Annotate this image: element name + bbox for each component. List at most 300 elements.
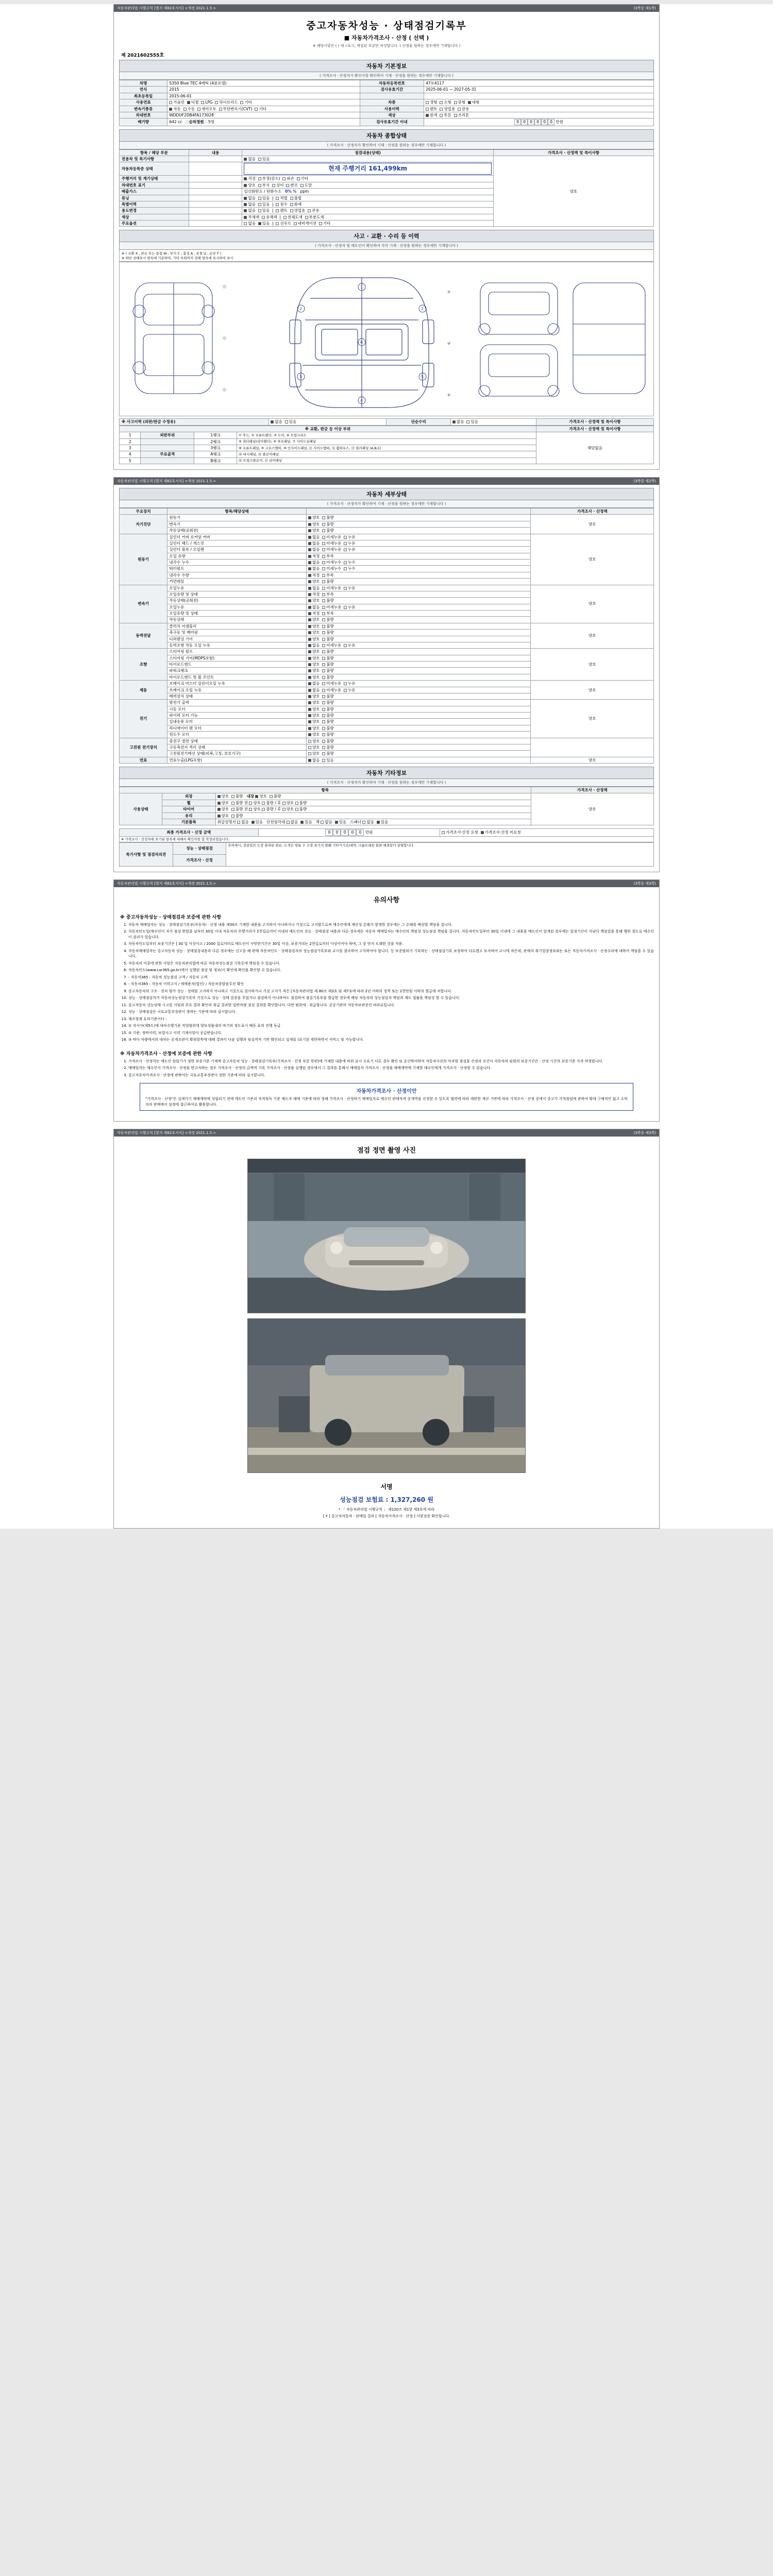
status-option[interactable]: 없음: [244, 196, 256, 200]
detail-item-options[interactable]: [306, 585, 531, 591]
checkbox-unchecked[interactable]: [344, 587, 347, 590]
checkbox-checked[interactable]: [255, 795, 258, 798]
detail-state-option[interactable]: 불량: [322, 649, 334, 654]
detail-item-options[interactable]: [306, 751, 531, 757]
detail-state-option[interactable]: 불량: [322, 598, 334, 603]
fuel-option[interactable]: 가솔린: [169, 100, 184, 105]
detail-item-options[interactable]: [306, 528, 531, 534]
other-item-options[interactable]: 양호 불량 전 양호 불량 / 후 양호 불량: [215, 800, 531, 806]
other-state-option[interactable]: 불량: [231, 814, 243, 818]
detail-state-option[interactable]: 불량: [322, 694, 334, 699]
type-option[interactable]: 소형: [440, 100, 451, 105]
checkbox-checked[interactable]: [308, 625, 311, 628]
detail-state-option[interactable]: 미세누유: [322, 535, 341, 539]
other-state-option[interactable]: 불량: [231, 794, 243, 799]
checkbox-checked[interactable]: [308, 720, 311, 723]
detail-state-option[interactable]: 누유: [344, 643, 356, 648]
checkbox-unchecked[interactable]: [258, 209, 261, 212]
checkbox-unchecked[interactable]: [322, 682, 325, 685]
status-option[interactable]: 적정: [244, 176, 256, 181]
detail-state-option[interactable]: 양호: [308, 751, 320, 756]
checkbox-unchecked[interactable]: [282, 177, 285, 180]
accident-history-options[interactable]: [269, 419, 386, 425]
checkbox-unchecked[interactable]: [283, 216, 287, 219]
detail-state-option[interactable]: 미세누유: [322, 681, 341, 686]
checkbox-checked[interactable]: [308, 638, 311, 641]
detail-state-option[interactable]: 미세누유: [322, 541, 341, 546]
detail-state-option[interactable]: 부족: [322, 554, 334, 558]
detail-state-option[interactable]: 불량: [322, 617, 334, 622]
checkbox-unchecked[interactable]: [237, 821, 240, 824]
checkbox-unchecked[interactable]: [322, 536, 325, 539]
detail-state-option[interactable]: 누수: [344, 560, 356, 565]
overall-row-options[interactable]: [242, 182, 493, 188]
checkbox-checked[interactable]: [308, 714, 311, 717]
detail-item-options[interactable]: [306, 655, 531, 661]
detail-item-options[interactable]: [306, 591, 531, 597]
other-state-option[interactable]: 양호: [217, 794, 229, 799]
checkbox-checked[interactable]: [308, 548, 311, 551]
detail-state-option[interactable]: 양호: [308, 598, 320, 603]
detail-state-option[interactable]: 없음: [308, 547, 320, 552]
checkbox-unchecked[interactable]: [442, 831, 445, 834]
checkbox-checked[interactable]: [308, 612, 311, 615]
other-state-2-option[interactable]: 양호: [255, 794, 267, 799]
checkbox-unchecked[interactable]: [344, 561, 347, 564]
checkbox-unchecked[interactable]: [231, 795, 234, 798]
detail-state-option[interactable]: 미세누수: [322, 566, 341, 571]
detail-state-option[interactable]: 없음: [308, 586, 320, 590]
detail-item-options[interactable]: [306, 630, 531, 636]
status-option[interactable]: 있음: [258, 196, 270, 200]
status-option[interactable]: 없음: [244, 157, 256, 161]
type-option[interactable]: 경형: [426, 100, 438, 105]
checkbox-unchecked[interactable]: [258, 158, 261, 161]
checkbox-unchecked[interactable]: [322, 689, 325, 692]
detail-state-option[interactable]: 양호: [308, 656, 320, 660]
wheel-pos[interactable]: 전 양호 불량: [244, 807, 274, 812]
checkbox-checked[interactable]: [308, 567, 311, 570]
checkbox-unchecked[interactable]: [344, 644, 347, 647]
use-option[interactable]: 렌트: [426, 107, 438, 111]
detail-item-options[interactable]: [306, 598, 531, 604]
detail-state-option[interactable]: 불량: [322, 713, 334, 718]
status2-option[interactable]: 기타: [319, 221, 331, 226]
checkbox-checked[interactable]: [308, 574, 311, 577]
checkbox-unchecked[interactable]: [322, 587, 325, 590]
checkbox-unchecked[interactable]: [169, 101, 172, 104]
checkbox-unchecked[interactable]: [262, 216, 265, 219]
detail-item-options[interactable]: [306, 617, 531, 623]
detail-state-option[interactable]: 양호: [308, 713, 320, 718]
accident-option[interactable]: 있음: [285, 419, 297, 424]
detail-state-option[interactable]: 불량: [322, 579, 334, 584]
checkbox-unchecked[interactable]: [322, 701, 325, 704]
car-damage-diagram[interactable]: [119, 262, 654, 416]
checkbox-checked[interactable]: [308, 644, 311, 647]
detail-item-options[interactable]: [306, 725, 531, 731]
detail-item-options[interactable]: [306, 534, 531, 540]
checkbox-unchecked[interactable]: [231, 815, 234, 818]
detail-state-option[interactable]: 불량: [322, 662, 334, 667]
detail-state-option[interactable]: 양호: [308, 624, 320, 629]
detail-item-options[interactable]: [306, 662, 531, 668]
checkbox-unchecked[interactable]: [344, 567, 347, 570]
checkbox-unchecked[interactable]: [440, 101, 443, 104]
detail-state-option[interactable]: 양호: [308, 630, 320, 635]
checkbox-unchecked[interactable]: [295, 802, 298, 805]
basic-3-option[interactable]: 있음: [335, 820, 347, 824]
checkbox-checked[interactable]: [308, 618, 311, 621]
checkbox-checked[interactable]: [244, 216, 247, 219]
checkbox-unchecked[interactable]: [295, 808, 298, 811]
checkbox-unchecked[interactable]: [322, 695, 325, 698]
checkbox-unchecked[interactable]: [454, 101, 457, 104]
other-state-option[interactable]: 불량: [231, 807, 243, 811]
detail-state-option[interactable]: 누유: [344, 605, 356, 609]
type-option[interactable]: 중형: [454, 100, 466, 105]
detail-state-option[interactable]: 불량: [322, 700, 334, 705]
checkbox-checked[interactable]: [308, 606, 311, 609]
checkbox-checked[interactable]: [244, 209, 247, 212]
checkbox-unchecked[interactable]: [231, 802, 234, 805]
checkbox-unchecked[interactable]: [322, 720, 325, 723]
transmission-option[interactable]: 수동: [183, 107, 195, 111]
checkbox-unchecked[interactable]: [344, 536, 347, 539]
checkbox-unchecked[interactable]: [322, 650, 325, 653]
simple-repair-option[interactable]: 있음: [466, 419, 478, 424]
use-option[interactable]: 영업용: [440, 107, 455, 111]
detail-item-options[interactable]: [306, 713, 531, 719]
final-choice-option[interactable]: 가격조사·산정 미요청: [481, 830, 521, 835]
status2-option[interactable]: 침수: [276, 202, 288, 207]
checkbox-unchecked[interactable]: [270, 795, 273, 798]
other-state-option[interactable]: 양호: [217, 814, 229, 818]
checkbox-checked[interactable]: [308, 587, 311, 590]
checkbox-checked[interactable]: [308, 759, 311, 762]
other-item-options[interactable]: [215, 812, 531, 819]
status-option[interactable]: 부정(감소): [258, 176, 280, 181]
detail-state-option[interactable]: 양호: [308, 745, 320, 750]
checkbox-unchecked[interactable]: [201, 101, 204, 104]
checkbox-unchecked[interactable]: [258, 203, 261, 206]
status2-option[interactable]: 렌트: [276, 208, 288, 213]
checkbox-unchecked[interactable]: [305, 216, 308, 219]
detail-state-option[interactable]: 불량: [322, 707, 334, 711]
checkbox-unchecked[interactable]: [322, 548, 325, 551]
checkbox-checked[interactable]: [468, 101, 471, 104]
checkbox-checked[interactable]: [244, 203, 247, 206]
checkbox-checked[interactable]: [308, 657, 311, 660]
detail-item-options[interactable]: [306, 623, 531, 629]
detail-state-option[interactable]: 없음: [308, 605, 320, 609]
checkbox-unchecked[interactable]: [276, 222, 279, 225]
detail-item-options[interactable]: [306, 572, 531, 578]
checkbox-unchecked[interactable]: [297, 177, 300, 180]
checkbox-unchecked[interactable]: [319, 222, 322, 225]
checkbox-unchecked[interactable]: [344, 542, 347, 545]
color-option[interactable]: 투톤: [440, 113, 451, 117]
inspection-photo-underbody[interactable]: [247, 1318, 526, 1473]
detail-item-options[interactable]: [306, 706, 531, 712]
checkbox-unchecked[interactable]: [322, 599, 325, 602]
status-option[interactable]: 있음: [258, 208, 270, 213]
checkbox-checked[interactable]: [377, 821, 380, 824]
checkbox-unchecked[interactable]: [440, 108, 443, 111]
overall-row-options[interactable]: 없음 있음 | 선루프 내비게이션 기타: [242, 221, 493, 227]
checkbox-checked[interactable]: [251, 821, 255, 824]
checkbox-unchecked[interactable]: [290, 203, 293, 206]
checkbox-checked[interactable]: [308, 669, 311, 672]
checkbox-unchecked[interactable]: [458, 108, 461, 111]
checkbox-unchecked[interactable]: [426, 108, 429, 111]
detail-state-option[interactable]: 양호: [308, 675, 320, 680]
detail-state-option[interactable]: 불량: [322, 637, 334, 641]
status-option[interactable]: 양호: [244, 183, 256, 188]
transmission-option[interactable]: 자동: [169, 107, 181, 111]
checkbox-checked[interactable]: [426, 114, 429, 117]
checkbox-unchecked[interactable]: [322, 733, 325, 736]
status2-option[interactable]: 관용: [308, 208, 320, 213]
detail-state-option[interactable]: 양호: [308, 719, 320, 724]
fuel-option[interactable]: 하이브리드: [215, 100, 238, 105]
checkbox-unchecked[interactable]: [308, 746, 311, 749]
use-option[interactable]: 관용: [458, 107, 469, 111]
other-state-2-option[interactable]: 불량: [270, 794, 281, 799]
checkbox-checked[interactable]: [308, 536, 311, 539]
checkbox-checked[interactable]: [217, 795, 221, 798]
detail-item-options[interactable]: [306, 611, 531, 617]
checkbox-unchecked[interactable]: [290, 209, 293, 212]
checkbox-unchecked[interactable]: [322, 574, 325, 577]
detail-state-option[interactable]: 누유: [344, 586, 356, 590]
checkbox-unchecked[interactable]: [322, 593, 325, 596]
checkbox-checked[interactable]: [308, 733, 311, 736]
detail-state-option[interactable]: 미세누유: [322, 586, 341, 590]
checkbox-unchecked[interactable]: [286, 184, 289, 187]
checkbox-checked[interactable]: [308, 695, 311, 698]
checkbox-unchecked[interactable]: [287, 821, 290, 824]
status2-option[interactable]: 적법: [276, 196, 288, 200]
overall-row-options[interactable]: [242, 176, 493, 182]
other-state-option[interactable]: 양호: [217, 807, 229, 811]
detail-item-options[interactable]: [306, 757, 531, 763]
detail-item-options[interactable]: [306, 719, 531, 725]
checkbox-unchecked[interactable]: [262, 802, 265, 805]
status-option[interactable]: 기타: [297, 176, 309, 181]
checkbox-checked[interactable]: [244, 177, 247, 180]
detail-item-options[interactable]: [306, 687, 531, 693]
detail-state-option[interactable]: 있음: [322, 758, 334, 762]
detail-state-option[interactable]: 누유: [344, 535, 356, 539]
status2-option[interactable]: 화재: [290, 202, 302, 207]
detail-state-option[interactable]: 양호: [308, 515, 320, 520]
color-option[interactable]: 원색: [426, 113, 438, 117]
detail-state-option[interactable]: 없음: [308, 688, 320, 692]
detail-state-option[interactable]: 양호: [308, 662, 320, 667]
checkbox-unchecked[interactable]: [258, 184, 261, 187]
checkbox-unchecked[interactable]: [285, 420, 288, 423]
checkbox-unchecked[interactable]: [282, 802, 285, 805]
checkbox-checked[interactable]: [308, 689, 311, 692]
checkbox-unchecked[interactable]: [258, 197, 261, 200]
type-option[interactable]: 대형: [468, 100, 480, 105]
checkbox-unchecked[interactable]: [322, 740, 325, 743]
basic-2-option[interactable]: 있음: [300, 820, 312, 824]
checkbox-unchecked[interactable]: [344, 548, 347, 551]
detail-state-option[interactable]: 불량: [322, 656, 334, 660]
checkbox-unchecked[interactable]: [322, 727, 325, 730]
detail-state-option[interactable]: 적정: [308, 592, 320, 597]
simple-repair-options[interactable]: [450, 419, 536, 425]
other-state-option[interactable]: 양호: [217, 801, 229, 805]
status2-option[interactable]: 불법: [290, 196, 302, 200]
checkbox-unchecked[interactable]: [249, 808, 252, 811]
checkbox-unchecked[interactable]: [249, 802, 252, 805]
checkbox-checked[interactable]: [481, 831, 484, 834]
checkbox-checked[interactable]: [244, 197, 247, 200]
detail-state-option[interactable]: 적정: [308, 611, 320, 616]
status2-option[interactable]: 영업용: [290, 208, 306, 213]
checkbox-unchecked[interactable]: [440, 114, 443, 117]
detail-state-option[interactable]: 미세누수: [322, 560, 341, 565]
detail-state-option[interactable]: 누수: [344, 566, 356, 571]
detail-state-option[interactable]: 없음: [308, 541, 320, 546]
detail-state-option[interactable]: 없음: [308, 560, 320, 565]
checkbox-checked[interactable]: [169, 108, 172, 111]
checkbox-unchecked[interactable]: [322, 580, 325, 583]
detail-state-option[interactable]: 누유: [344, 541, 356, 546]
accident-option[interactable]: 없음: [271, 419, 282, 424]
detail-state-option[interactable]: 미세누유: [322, 547, 341, 552]
detail-state-option[interactable]: 불량: [322, 745, 334, 750]
detail-item-options[interactable]: [306, 700, 531, 706]
overall-row-options[interactable]: [242, 156, 493, 162]
checkbox-unchecked[interactable]: [300, 184, 304, 187]
other-item-options[interactable]: 양호 불량 내장 양호 불량: [215, 793, 531, 800]
detail-state-option[interactable]: 양호: [308, 694, 320, 699]
checkbox-checked[interactable]: [308, 599, 311, 602]
detail-item-options[interactable]: [306, 521, 531, 527]
fuel-option[interactable]: 기타: [240, 100, 252, 105]
final-price-options[interactable]: [440, 829, 654, 836]
checkbox-unchecked[interactable]: [322, 555, 325, 558]
detail-state-option[interactable]: 양호: [308, 579, 320, 584]
checkbox-unchecked[interactable]: [322, 708, 325, 711]
detail-item-options[interactable]: [306, 515, 531, 521]
overall-row-options[interactable]: 무채색 유채색 | 전체도색 부분도색: [242, 214, 493, 220]
checkbox-checked[interactable]: [258, 222, 261, 225]
checkbox-unchecked[interactable]: [258, 177, 261, 180]
detail-state-option[interactable]: 불량: [322, 675, 334, 680]
checkbox-unchecked[interactable]: [322, 606, 325, 609]
checkbox-unchecked[interactable]: [308, 740, 311, 743]
detail-state-option[interactable]: 없음: [308, 566, 320, 571]
checkbox-checked[interactable]: [308, 650, 311, 653]
other-item-options[interactable]: 양호 불량 전 양호 불량 / 후 양호 불량: [215, 806, 531, 812]
wheel-pos[interactable]: 후 양호 불량: [277, 800, 307, 805]
checkbox-checked[interactable]: [308, 580, 311, 583]
checkbox-unchecked[interactable]: [322, 657, 325, 660]
checkbox-unchecked[interactable]: [276, 209, 279, 212]
detail-state-option[interactable]: 누유: [344, 681, 356, 686]
basic-3-option[interactable]: 없음: [321, 820, 332, 824]
detail-state-option[interactable]: 양호: [308, 668, 320, 673]
checkbox-checked[interactable]: [308, 523, 311, 526]
checkbox-unchecked[interactable]: [219, 108, 222, 111]
other-state-option[interactable]: 불량: [231, 801, 243, 805]
checkbox-checked[interactable]: [187, 101, 190, 104]
checkbox-unchecked[interactable]: [197, 108, 200, 111]
checkbox-unchecked[interactable]: [322, 638, 325, 641]
checkbox-unchecked[interactable]: [322, 523, 325, 526]
status2-option[interactable]: 선루프: [276, 221, 291, 226]
checkbox-unchecked[interactable]: [322, 676, 325, 679]
detail-state-option[interactable]: 양호: [308, 649, 320, 654]
detail-state-option[interactable]: 미세누유: [322, 605, 341, 609]
detail-state-option[interactable]: 양호: [308, 707, 320, 711]
detail-state-option[interactable]: 불량: [322, 624, 334, 629]
checkbox-unchecked[interactable]: [321, 821, 324, 824]
checkbox-unchecked[interactable]: [244, 222, 247, 225]
detail-state-option[interactable]: 양호: [308, 700, 320, 705]
checkbox-checked[interactable]: [271, 420, 274, 423]
detail-state-option[interactable]: 불량: [322, 630, 334, 635]
checkbox-unchecked[interactable]: [322, 542, 325, 545]
wheel-pos[interactable]: 전 양호 불량: [244, 800, 274, 805]
detail-state-option[interactable]: 양호: [308, 739, 320, 743]
detail-state-option[interactable]: 양호: [308, 637, 320, 641]
checkbox-checked[interactable]: [308, 663, 311, 666]
detail-state-option[interactable]: 양호: [308, 528, 320, 533]
inspection-photo-front[interactable]: [247, 1159, 526, 1313]
type-options[interactable]: [424, 99, 654, 106]
detail-state-option[interactable]: 불량: [322, 751, 334, 756]
checkbox-unchecked[interactable]: [294, 222, 297, 225]
transmission-option[interactable]: 기타: [255, 107, 266, 111]
basic-items-options[interactable]: 취급설명서 없음 있음 안전삼각대 없음 있음 잭 없음 있음 스패너 없음 있음: [215, 819, 531, 825]
detail-item-options[interactable]: [306, 732, 531, 738]
detail-item-options[interactable]: [306, 744, 531, 750]
status-option[interactable]: 변조: [286, 183, 298, 188]
detail-state-option[interactable]: 부족: [322, 573, 334, 578]
overall-row-options[interactable]: 일산화탄소 / 탄화수소 0% % ppm: [242, 189, 493, 195]
overall-row-options[interactable]: 없음 있음 | 침수 화재: [242, 201, 493, 207]
checkbox-checked[interactable]: [308, 516, 311, 519]
checkbox-checked[interactable]: [217, 802, 221, 805]
detail-state-option[interactable]: 불량: [322, 515, 334, 520]
final-choice-option[interactable]: 가격조사·산정 요청: [442, 830, 478, 835]
detail-item-options[interactable]: [306, 668, 531, 674]
status-option[interactable]: 없음: [244, 202, 256, 207]
checkbox-unchecked[interactable]: [255, 108, 258, 111]
checkbox-checked[interactable]: [308, 542, 311, 545]
checkbox-unchecked[interactable]: [322, 714, 325, 717]
checkbox-checked[interactable]: [308, 701, 311, 704]
checkbox-unchecked[interactable]: [308, 752, 311, 755]
checkbox-checked[interactable]: [308, 561, 311, 564]
checkbox-checked[interactable]: [244, 184, 247, 187]
overall-row-options[interactable]: 없음 있음 | 렌트 영업용 관용: [242, 208, 493, 214]
status2-option[interactable]: 내비게이션: [294, 221, 316, 226]
checkbox-unchecked[interactable]: [276, 197, 279, 200]
detail-state-option[interactable]: 불량: [322, 739, 334, 743]
status-option[interactable]: 없음: [244, 208, 256, 213]
checkbox-unchecked[interactable]: [322, 631, 325, 634]
status-option[interactable]: 있음: [258, 202, 270, 207]
transmission-option[interactable]: 무단변속기(CVT): [219, 107, 253, 111]
overall-row-options[interactable]: [242, 162, 493, 176]
